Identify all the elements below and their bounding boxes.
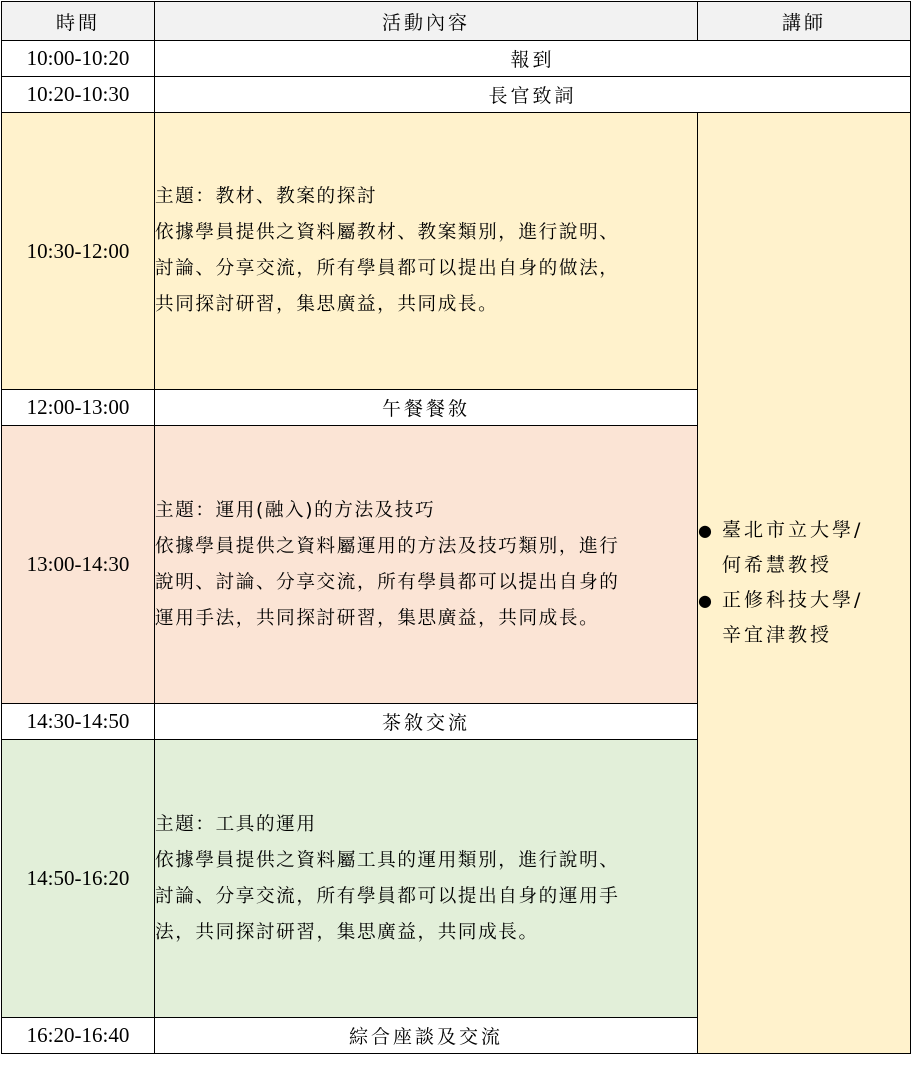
- activity-cell: 長官致詞: [155, 77, 911, 113]
- time-cell: 14:50-16:20: [2, 740, 155, 1018]
- topic-line: 依據學員提供之資料屬運用的方法及技巧類別，進行: [155, 535, 620, 557]
- header-row: [2, 2, 911, 41]
- lecturer-name: 辛宜津教授: [722, 624, 833, 646]
- topic-line: 說明、討論、分享交流，所有學員都可以提出自身的: [155, 571, 620, 593]
- topic-line: 依據學員提供之資料屬工具的運用類別，進行說明、: [155, 849, 620, 871]
- schedule-row: [2, 77, 911, 113]
- topic-title: 主題：教材、教案的探討: [155, 186, 378, 207]
- lecturer-cell: [698, 113, 911, 1054]
- bullet-icon: ●: [698, 591, 712, 610]
- topic-cell: [155, 426, 698, 704]
- topic-title: 主題：工具的運用: [155, 813, 317, 835]
- topic-line: 法，共同探討研習，集思廣益，共同成長。: [155, 921, 539, 943]
- time-cell: 16:20-16:40: [2, 1018, 155, 1054]
- topic-cell: [155, 113, 698, 390]
- schedule-table: [1, 1, 911, 1054]
- time-cell: 14:30-14:50: [2, 704, 155, 740]
- schedule-row: [2, 113, 911, 390]
- topic-cell: [155, 740, 698, 1018]
- time-cell: 13:00-14:30: [2, 426, 155, 704]
- schedule-row: [2, 41, 911, 77]
- time-cell: 10:20-10:30: [2, 77, 155, 113]
- time-cell: 10:30-12:00: [2, 113, 155, 390]
- topic-line: 討論、分享交流，所有學員都可以提出自身的運用手: [155, 885, 620, 907]
- topic-line: 依據學員提供之資料屬教材、教案類別，進行說明、: [155, 222, 620, 243]
- topic-line: 討論、分享交流，所有學員都可以提出自身的做法，: [155, 258, 620, 279]
- bullet-icon: ●: [698, 521, 712, 540]
- activity-cell: 綜合座談及交流: [155, 1018, 698, 1054]
- lecturer-affiliation: 正修科技大學/: [722, 589, 864, 611]
- lecturer-item: [698, 583, 910, 653]
- time-cell: 10:00-10:20: [2, 41, 155, 77]
- activity-cell: 報到: [155, 41, 911, 77]
- topic-line: 運用手法，共同探討研習，集思廣益，共同成長。: [155, 607, 600, 629]
- topic-title: 主題：運用(融入)的方法及技巧: [155, 499, 436, 521]
- topic-line: 共同探討研習，集思廣益，共同成長。: [155, 294, 499, 315]
- header-time: 時間: [2, 2, 155, 41]
- activity-cell: 茶敘交流: [155, 704, 698, 740]
- activity-cell: 午餐餐敘: [155, 390, 698, 426]
- header-lecturer: 講師: [698, 2, 911, 41]
- lecturer-item: [698, 513, 910, 583]
- lecturer-affiliation: 臺北市立大學/: [722, 519, 864, 541]
- header-activity: 活動內容: [155, 2, 698, 41]
- time-cell: 12:00-13:00: [2, 390, 155, 426]
- lecturer-name: 何希慧教授: [722, 554, 833, 576]
